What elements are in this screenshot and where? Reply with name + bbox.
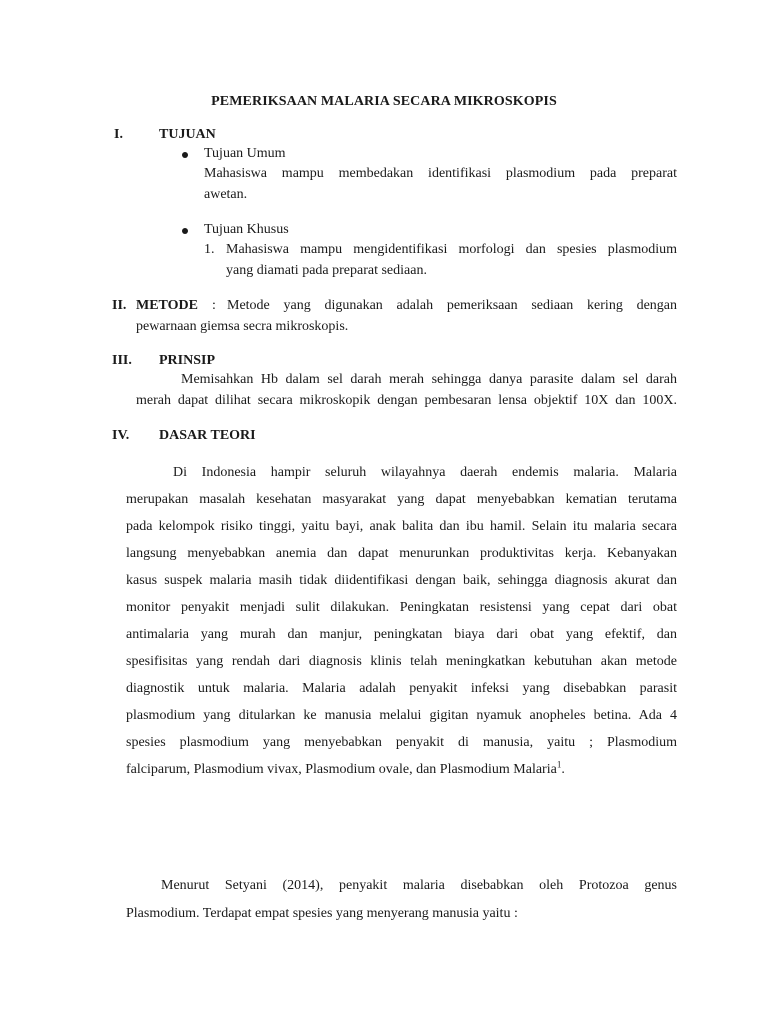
paragraph-line: spesies plasmodium yang menyebabkan penyakit di manusia, yaitu ; Plasmodium [126, 735, 677, 750]
section-dasar-teori-heading: DASAR TEORI [159, 428, 256, 443]
section-prinsip-line1: Memisahkan Hb dalam sel darah merah sehingga danya parasite dalam sel darah [181, 372, 677, 387]
tujuan-khusus-item-number: 1. [204, 242, 215, 257]
paragraph-line: monitor penyakit menjadi sulit dilakukan. Peningkatan resistensi yang cepat dari obat [126, 600, 677, 615]
paragraph-line: pada kelompok risiko tinggi, yaitu bayi, anak balita dan ibu hamil. Selain itu malaria secara [126, 519, 677, 534]
section-tujuan-heading: TUJUAN [159, 127, 216, 142]
section-prinsip-line2: merah dapat dilihat secara mikroskopik dengan pembesaran lensa objektif 10X dan 100X. [136, 393, 677, 408]
paragraph-last-line-text: falciparum, Plasmodium vivax, Plasmodium ovale, dan Plasmodium Malaria [126, 762, 557, 777]
section-prinsip-numeral: III. [112, 353, 132, 368]
paragraph-line: diagnostik untuk malaria. Malaria adalah penyakit infeksi yang disebabkan parasit [126, 681, 677, 696]
section-tujuan-numeral: I. [114, 127, 123, 142]
bullet-icon [182, 152, 188, 158]
tujuan-umum-text-line1: Mahasiswa mampu membedakan identifikasi plasmodium pada preparat [204, 166, 677, 181]
paragraph-line: langsung menyebabkan anemia dan dapat menurunkan produktivitas kerja. Kebanyakan [126, 546, 677, 561]
tujuan-khusus-item-line1: Mahasiswa mampu mengidentifikasi morfologi dan spesies plasmodium [226, 242, 677, 257]
footnote-marker: 1 [556, 759, 562, 770]
section-metode-numeral: II. [112, 298, 127, 313]
paragraph-line: kasus suspek malaria masih tidak diidentifikasi dengan baik, sehingga diagnosis akurat dan [126, 573, 677, 588]
paragraph-line: antimalaria yang murah dan manjur, peningkatan biaya dari obat yang efektif, dan [126, 627, 677, 642]
section-dasar-teori-numeral: IV. [112, 428, 130, 443]
section-metode-line1: Metode yang digunakan adalah pemeriksaan sediaan kering dengan [227, 298, 677, 313]
section-prinsip-heading: PRINSIP [159, 353, 216, 368]
paragraph-line: spesifisitas yang rendah dari diagnosis klinis telah meningkatkan kebutuhan akan metode [126, 654, 677, 669]
tujuan-khusus-label: Tujuan Khusus [204, 222, 289, 237]
section-metode-separator: : [212, 298, 216, 313]
menurut-paragraph [126, 872, 677, 928]
paragraph-line: merupakan masalah kesehatan masyarakat yang dapat menyebabkan kematian terutama [126, 492, 677, 507]
document-title: PEMERIKSAAN MALARIA SECARA MIKROSKOPIS [211, 94, 557, 109]
section-metode-line2: pewarnaan giemsa secra mikroskopis. [136, 319, 349, 334]
dasar-teori-paragraph [126, 459, 677, 783]
paragraph-line: Plasmodium. Terdapat empat spesies yang menyerang manusia yaitu : [126, 906, 518, 921]
section-metode-heading: METODE [136, 298, 198, 313]
tujuan-umum-label: Tujuan Umum [204, 146, 286, 161]
paragraph-end-punctuation: . [561, 762, 565, 777]
paragraph-line: plasmodium yang ditularkan ke manusia melalui gigitan nyamuk anopheles betina. Ada 4 [126, 708, 677, 723]
tujuan-umum-text-line2: awetan. [204, 187, 248, 202]
paragraph-line: Di Indonesia hampir seluruh wilayahnya daerah endemis malaria. Malaria [173, 465, 677, 480]
tujuan-khusus-item-line2: yang diamati pada preparat sediaan. [226, 263, 427, 278]
paragraph-line: Menurut Setyani (2014), penyakit malaria disebabkan oleh Protozoa genus [161, 878, 677, 893]
paragraph-last-line [126, 756, 677, 783]
bullet-icon [182, 228, 188, 234]
